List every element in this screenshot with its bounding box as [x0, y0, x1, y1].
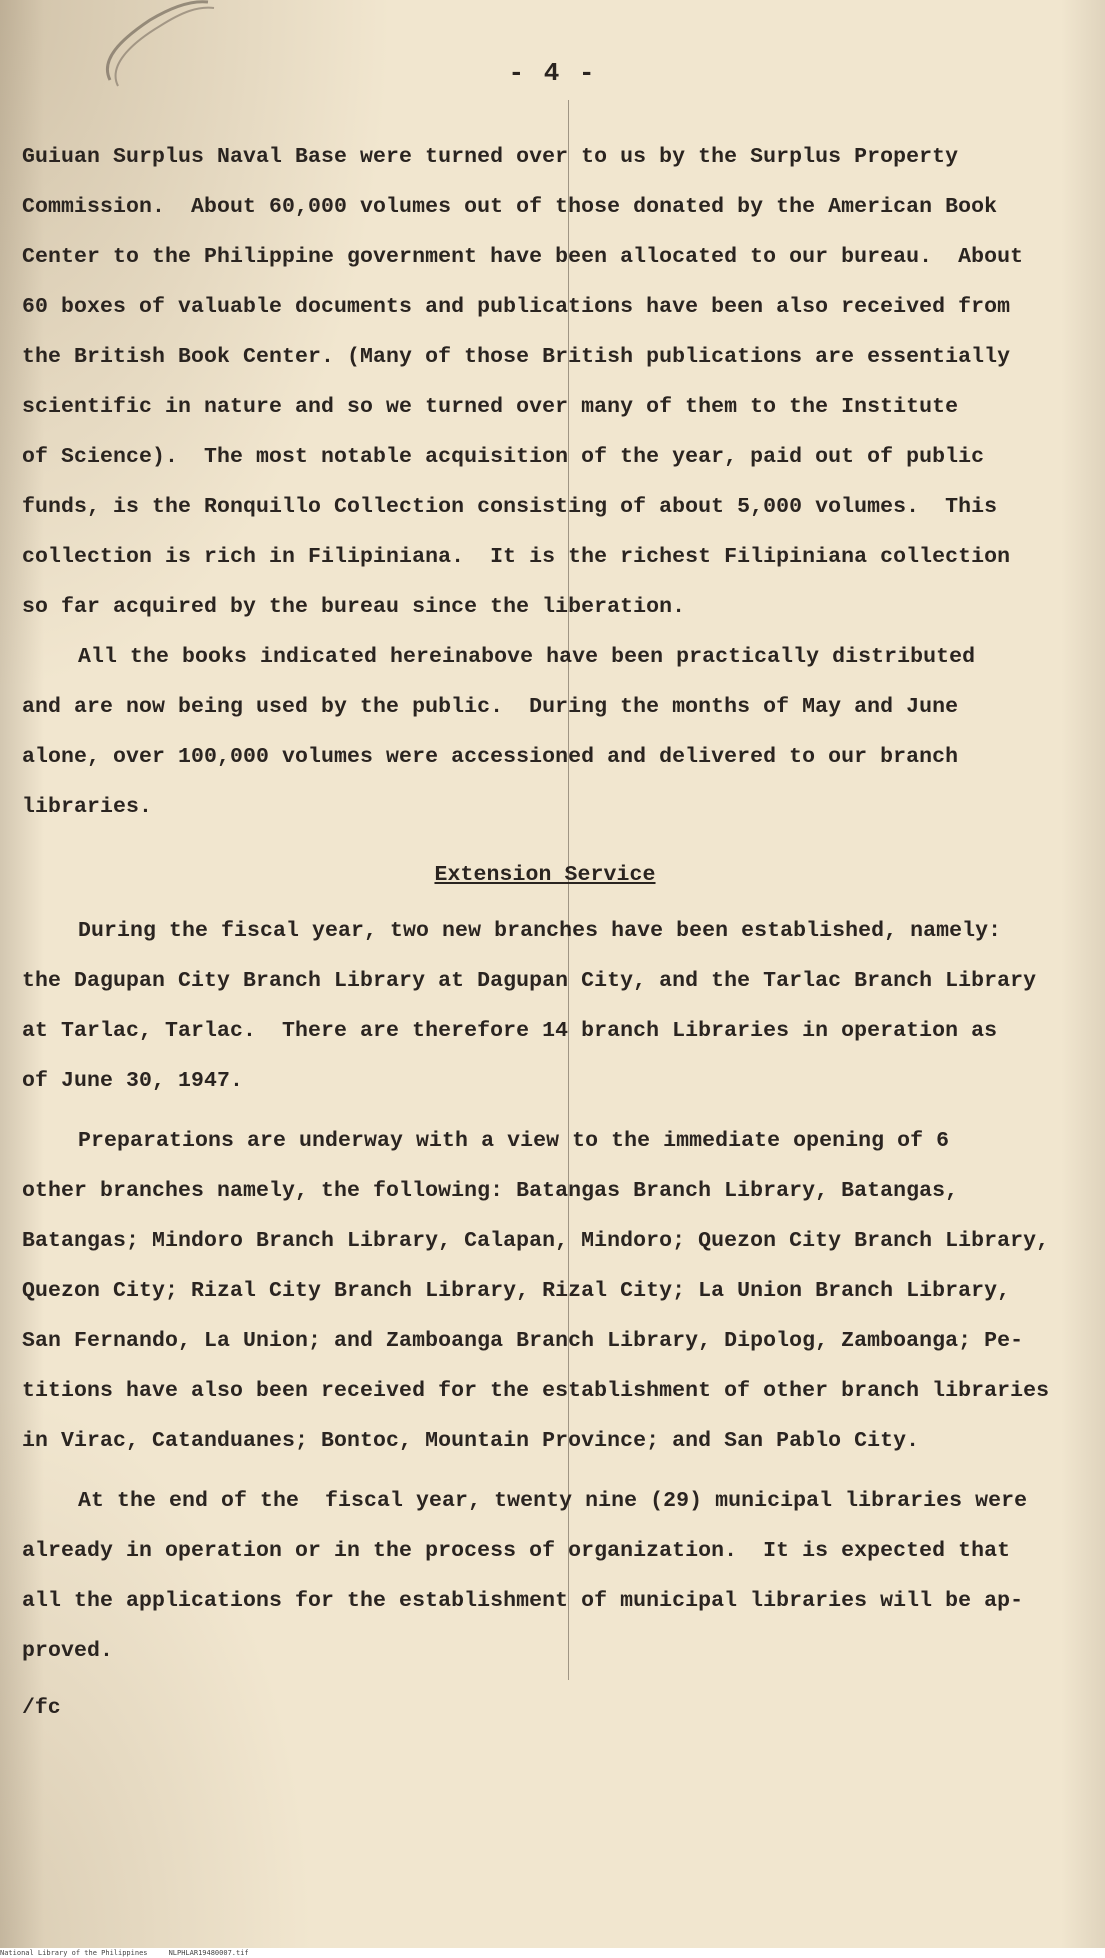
paragraph-municipal-libraries — [22, 1476, 1062, 1676]
text-line: All the books indicated hereinabove have been practically distributed — [78, 645, 976, 669]
text-line: Quezon City; Rizal City Branch Library, Rizal City; La Union Branch Library, — [22, 1279, 1011, 1303]
text-line: alone, over 100,000 volumes were accessioned and delivered to our branch — [22, 745, 959, 769]
text-line: proved. — [22, 1639, 114, 1663]
scan-footer: National Library of the Philippines NLPHLAR19480007.tif — [0, 1948, 1105, 1958]
paragraph-gap — [22, 1466, 1062, 1476]
body-text — [22, 132, 1062, 1676]
page-number: - 4 - — [508, 58, 597, 88]
section-heading: Extension Service — [434, 863, 656, 887]
typist-initials: /fc — [22, 1696, 61, 1720]
text-line: libraries. — [22, 795, 153, 819]
text-line: At the end of the fiscal year, twenty nine (29) municipal libraries were — [78, 1489, 1028, 1513]
text-line: San Fernando, La Union; and Zamboanga Branch Library, Dipolog, Zamboanga; Pe- — [22, 1329, 1024, 1353]
paragraph-gap — [22, 1106, 1062, 1116]
text-line: collection is rich in Filipiniana. It is the richest Filipiniana collection — [22, 545, 1011, 569]
text-line: the Dagupan City Branch Library at Dagupan City, and the Tarlac Branch Library — [22, 969, 1037, 993]
paragraph-preparations — [22, 1116, 1062, 1466]
text-line: already in operation or in the process of organization. It is expected that — [22, 1539, 1011, 1563]
paragraph-distribution — [22, 632, 1062, 832]
text-line: titions have also been received for the establishment of other branch libraries — [22, 1379, 1050, 1403]
text-line: so far acquired by the bureau since the liberation. — [22, 595, 686, 619]
text-line: in Virac, Catanduanes; Bontoc, Mountain Province; and San Pablo City. — [22, 1429, 920, 1453]
text-line: funds, is the Ronquillo Collection consisting of about 5,000 volumes. This — [22, 495, 998, 519]
text-line: Commission. About 60,000 volumes out of those donated by the American Book — [22, 195, 998, 219]
text-line: Preparations are underway with a view to the immediate opening of 6 — [78, 1129, 950, 1153]
text-line: Center to the Philippine government have been allocated to our bureau. About — [22, 245, 1024, 269]
text-line: scientific in nature and so we turned over many of them to the Institute — [22, 395, 959, 419]
text-line: During the fiscal year, two new branches have been established, namely: — [78, 919, 1002, 943]
text-line: the British Book Center. (Many of those British publications are essentially — [22, 345, 1011, 369]
paragraph-new-branches — [22, 906, 1062, 1106]
text-line: all the applications for the establishment of municipal libraries will be ap- — [22, 1589, 1024, 1613]
text-line: and are now being used by the public. During the months of May and June — [22, 695, 959, 719]
text-line: of June 30, 1947. — [22, 1069, 244, 1093]
text-line: of Science). The most notable acquisition of the year, paid out of public — [22, 445, 985, 469]
paragraph-acquisitions — [22, 132, 1062, 632]
text-line: 60 boxes of valuable documents and publications have been also received from — [22, 295, 1011, 319]
text-line: at Tarlac, Tarlac. There are therefore 14 branch Libraries in operation as — [22, 1019, 998, 1043]
text-line: Batangas; Mindoro Branch Library, Calapan, Mindoro; Quezon City Branch Library, — [22, 1229, 1050, 1253]
text-line: other branches namely, the following: Batangas Branch Library, Batangas, — [22, 1179, 959, 1203]
text-line: Guiuan Surplus Naval Base were turned over to us by the Surplus Property — [22, 145, 959, 169]
